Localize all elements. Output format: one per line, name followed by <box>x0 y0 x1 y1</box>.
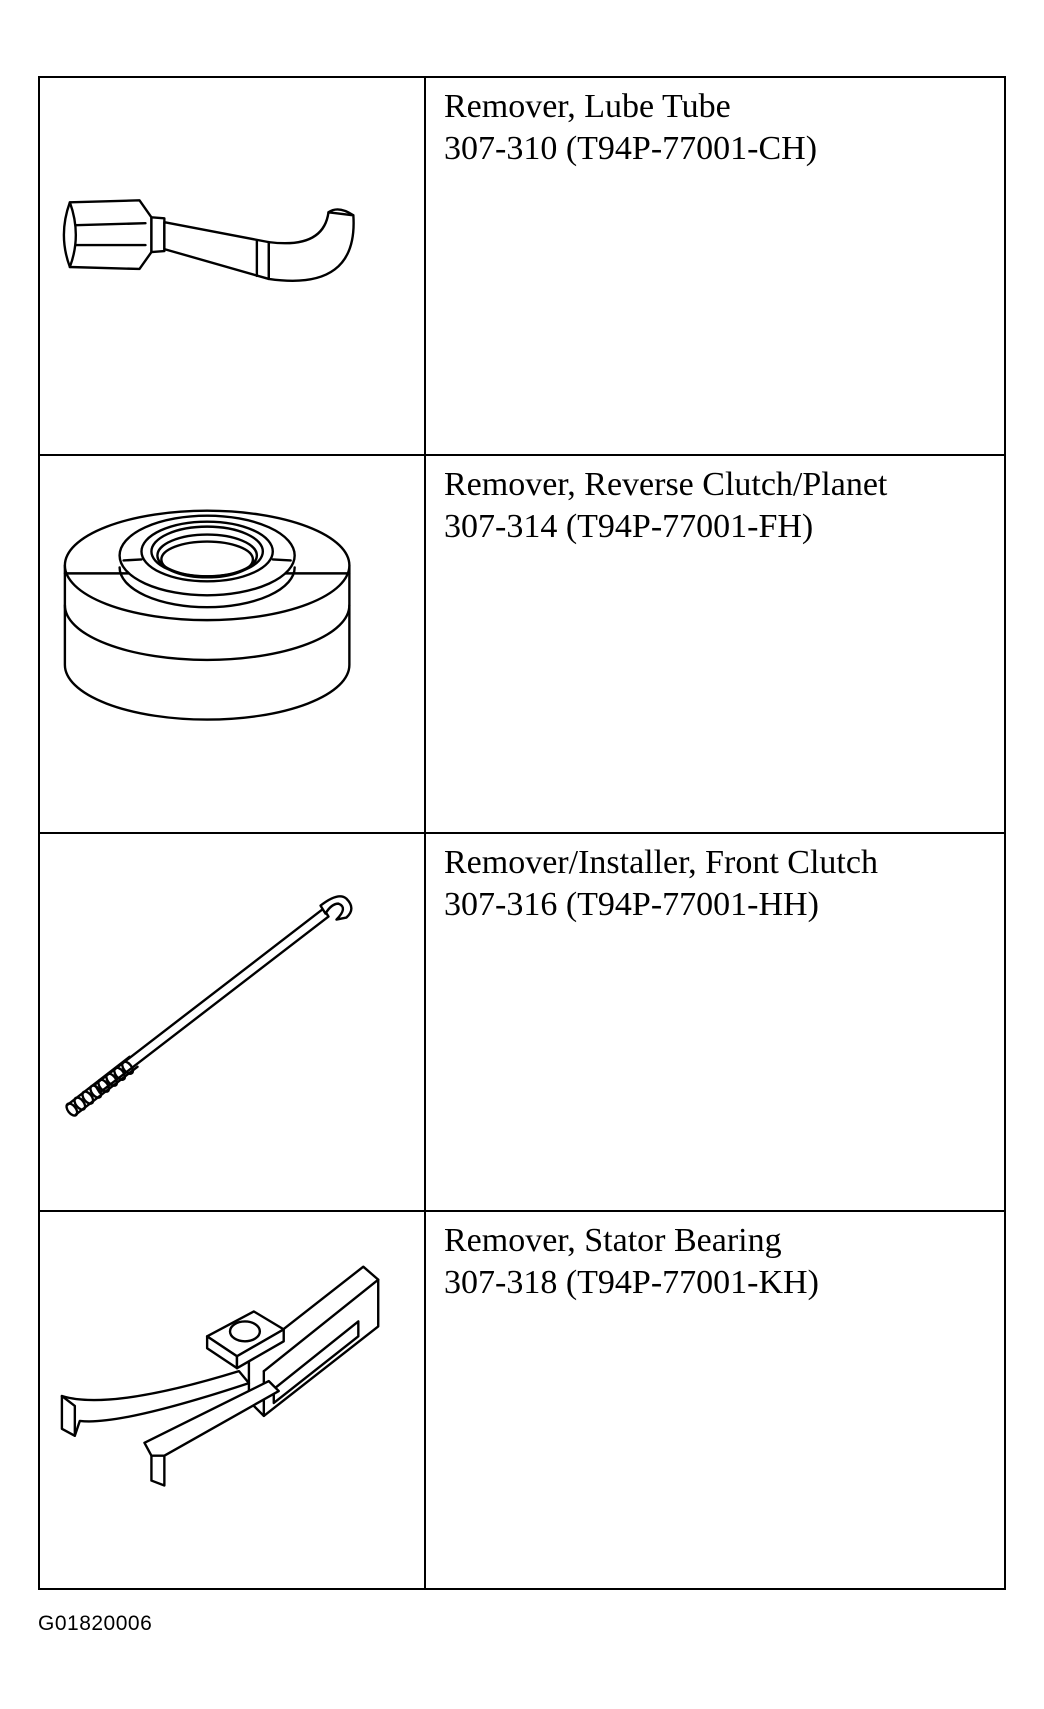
tool-name: Remover, Lube Tube <box>444 88 731 125</box>
tool-row <box>40 1212 1004 1588</box>
tool-number: 307-318 (T94P-77001-KH) <box>444 1264 819 1301</box>
tool-row <box>40 456 1004 834</box>
stator-bearing-remover-illustration <box>40 1212 424 1588</box>
tool-illustration-cell <box>40 78 426 454</box>
tool-number: 307-316 (T94P-77001-HH) <box>444 886 819 923</box>
tool-description-cell <box>426 78 1004 454</box>
tool-name: Remover, Reverse Clutch/Planet <box>444 466 888 503</box>
tool-row <box>40 834 1004 1212</box>
tool-illustration-cell <box>40 1212 426 1588</box>
tool-number: 307-310 (T94P-77001-CH) <box>444 130 818 167</box>
tool-description-cell <box>426 1212 1004 1588</box>
tool-illustration-cell <box>40 456 426 832</box>
reverse-clutch-planet-remover-illustration <box>40 456 424 832</box>
tool-description-cell <box>426 456 1004 832</box>
tool-name: Remover, Stator Bearing <box>444 1222 782 1259</box>
tool-number: 307-314 (T94P-77001-FH) <box>444 508 814 545</box>
figure-id: G01820006 <box>38 1612 153 1635</box>
tool-name: Remover/Installer, Front Clutch <box>444 844 878 881</box>
tool-row <box>40 78 1004 456</box>
special-tools-table <box>38 76 1006 1590</box>
front-clutch-remover-installer-illustration <box>40 834 424 1210</box>
tool-description-cell <box>426 834 1004 1210</box>
lube-tube-remover-illustration <box>40 78 424 454</box>
tool-illustration-cell <box>40 834 426 1210</box>
